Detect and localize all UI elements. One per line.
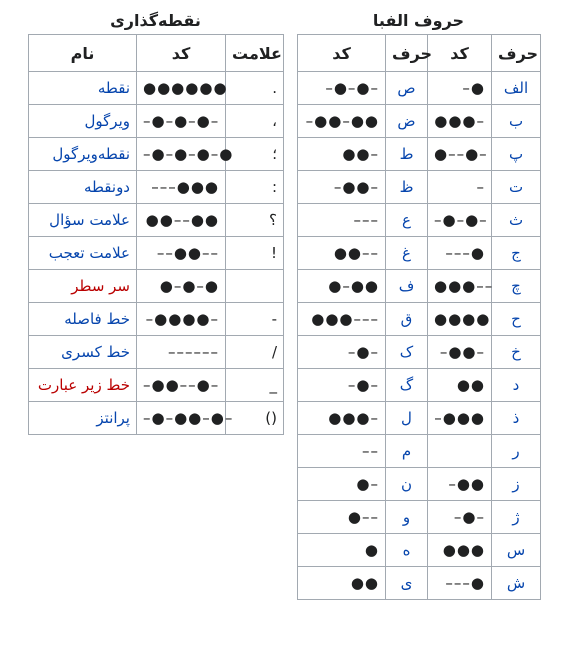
alphabet-code: ●●●––– (298, 303, 386, 336)
alphabet-row (298, 204, 541, 237)
alphabet-code: ●●– (298, 138, 386, 171)
alphabet-letter-link[interactable]: ش (492, 567, 541, 600)
punctuation-row (29, 105, 284, 138)
alphabet-letter-link[interactable]: ر (492, 435, 541, 468)
alphabet-row (298, 534, 541, 567)
alphabet-code: ●●●– (428, 105, 492, 138)
alphabet-row (298, 336, 541, 369)
punctuation-name-link[interactable]: خط کسری (29, 336, 137, 369)
alphabet-code: ●● (298, 567, 386, 600)
alphabet-letter-link[interactable]: م (386, 435, 428, 468)
header-letter: حرف (492, 35, 541, 72)
punctuation-mark: ؛ (226, 138, 284, 171)
alphabet-code: –––● (428, 567, 492, 600)
punctuation-name-link[interactable]: علامت تعجب (29, 237, 137, 270)
alphabet-code: –● (428, 72, 492, 105)
alphabet-letter-link[interactable]: ض (386, 105, 428, 138)
alphabet-code: ●●●– (298, 402, 386, 435)
header-code2: کد (298, 35, 386, 72)
alphabet-row (298, 270, 541, 303)
punctuation-mark: / (226, 336, 284, 369)
punctuation-mark: () (226, 402, 284, 435)
punctuation-row (29, 204, 284, 237)
alphabet-code: ●–– (298, 501, 386, 534)
punctuation-code: –––––– (137, 336, 226, 369)
alphabet-code: ●● (428, 369, 492, 402)
alphabet-letter-link[interactable]: ت (492, 171, 541, 204)
header-code: کد (428, 35, 492, 72)
alphabet-letter-link[interactable]: ق (386, 303, 428, 336)
punctuation-code: –●●––●– (137, 369, 226, 402)
alphabet-code: ●––●– (428, 138, 492, 171)
punctuation-row (29, 171, 284, 204)
alphabet-row (298, 402, 541, 435)
header-mark: علامت (226, 35, 284, 72)
header-name: نام (29, 35, 137, 72)
punctuation-row (29, 303, 284, 336)
alphabet-row (298, 138, 541, 171)
alphabet-letter-link[interactable]: ث (492, 204, 541, 237)
header-code: کد (137, 35, 226, 72)
alphabet-letter-link[interactable]: گ (386, 369, 428, 402)
punctuation-code: ––●●–– (137, 237, 226, 270)
alphabet-letter-link[interactable]: ط (386, 138, 428, 171)
alphabet-code: –––● (428, 237, 492, 270)
punctuation-name-link[interactable]: علامت سؤال (29, 204, 137, 237)
punctuation-code: –●–●●–●– (137, 402, 226, 435)
punctuation-caption: نقطه‌گذاری (110, 11, 201, 30)
alphabet-letter-link[interactable]: ه (386, 534, 428, 567)
alphabet-row (298, 435, 541, 468)
punctuation-name-link[interactable]: پرانتز (29, 402, 137, 435)
alphabet-letter-link[interactable]: ذ (492, 402, 541, 435)
alphabet-letter-link[interactable]: ن (386, 468, 428, 501)
alphabet-code: ●●–– (298, 237, 386, 270)
punctuation-row (29, 369, 284, 402)
punctuation-name-link[interactable]: دونقطه (29, 171, 137, 204)
alphabet-code: –●●–●● (298, 105, 386, 138)
alphabet-row (298, 501, 541, 534)
punctuation-mark: ؟ (226, 204, 284, 237)
punctuation-row (29, 72, 284, 105)
alphabet-letter-link[interactable]: ل (386, 402, 428, 435)
punctuation-name-link[interactable]: خط فاصله (29, 303, 137, 336)
header-letter2: حرف (386, 35, 428, 72)
alphabet-letter-link[interactable]: س (492, 534, 541, 567)
alphabet-code: ––– (298, 204, 386, 237)
alphabet-letter-link[interactable]: و (386, 501, 428, 534)
alphabet-letter-link[interactable]: خ (492, 336, 541, 369)
punctuation-code: ●●●●●● (137, 72, 226, 105)
alphabet-code: –●–●– (298, 72, 386, 105)
alphabet-row (298, 105, 541, 138)
alphabet-letter-link[interactable]: ف (386, 270, 428, 303)
punctuation-row (29, 402, 284, 435)
alphabet-code: ●–●● (298, 270, 386, 303)
alphabet-row (298, 369, 541, 402)
punctuation-row (29, 270, 284, 303)
punctuation-code: ●–●–● (137, 270, 226, 303)
alphabet-letter-link[interactable]: ع (386, 204, 428, 237)
alphabet-letter-link[interactable]: ح (492, 303, 541, 336)
alphabet-code: ● (298, 534, 386, 567)
alphabet-letter-link[interactable]: ج (492, 237, 541, 270)
alphabet-code: –●– (298, 369, 386, 402)
punctuation-name-link[interactable]: نقطه‌ویرگول (29, 138, 137, 171)
alphabet-row (298, 237, 541, 270)
alphabet-letter-link[interactable]: د (492, 369, 541, 402)
alphabet-code: – (428, 171, 492, 204)
punctuation-row (29, 237, 284, 270)
alphabet-letter-link[interactable]: ب (492, 105, 541, 138)
punctuation-header-row (29, 35, 284, 72)
punctuation-code: ●●––●● (137, 204, 226, 237)
alphabet-code: –●–●– (428, 204, 492, 237)
alphabet-row (298, 72, 541, 105)
alphabet-code: –●– (428, 501, 492, 534)
alphabet-row (298, 468, 541, 501)
punctuation-table (28, 34, 284, 435)
punctuation-code: –●–●–●– (137, 105, 226, 138)
alphabet-row (298, 567, 541, 600)
alphabet-code: –●● (428, 468, 492, 501)
alphabet-letter-link[interactable]: ژ (492, 501, 541, 534)
alphabet-letter-link[interactable]: پ (492, 138, 541, 171)
alphabet-letter-link[interactable]: ظ (386, 171, 428, 204)
alphabet-caption: حروف الفبا (372, 11, 465, 30)
alphabet-row (298, 303, 541, 336)
alphabet-row (298, 171, 541, 204)
punctuation-mark: ، (226, 105, 284, 138)
alphabet-code: –●●– (428, 336, 492, 369)
punctuation-mark: . (226, 72, 284, 105)
punctuation-name-link[interactable]: سر سطر (29, 270, 137, 303)
punctuation-code: –●●●●– (137, 303, 226, 336)
alphabet-letter-link[interactable]: ک (386, 336, 428, 369)
punctuation-code: –––●●● (137, 171, 226, 204)
punctuation-row (29, 138, 284, 171)
punctuation-mark: ! (226, 237, 284, 270)
alphabet-code: –●●● (428, 402, 492, 435)
alphabet-letter-link[interactable]: الف (492, 72, 541, 105)
alphabet-code: ●●●–– (428, 270, 492, 303)
alphabet-letter-link[interactable]: ز (492, 468, 541, 501)
alphabet-code: –– (298, 435, 386, 468)
punctuation-mark: : (226, 171, 284, 204)
alphabet-letter-link[interactable]: ی (386, 567, 428, 600)
alphabet-code: –●●– (298, 171, 386, 204)
alphabet-code (428, 435, 492, 468)
alphabet-code: ●– (298, 468, 386, 501)
punctuation-name-link[interactable]: ویرگول (29, 105, 137, 138)
punctuation-row (29, 336, 284, 369)
alphabet-code: ●●●● (428, 303, 492, 336)
alphabet-letter-link[interactable]: چ (492, 270, 541, 303)
alphabet-letter-link[interactable]: غ (386, 237, 428, 270)
punctuation-mark: _ (226, 369, 284, 402)
punctuation-mark (226, 270, 284, 303)
alphabet-code: –●– (298, 336, 386, 369)
punctuation-mark: - (226, 303, 284, 336)
alphabet-code: ●●● (428, 534, 492, 567)
punctuation-name-link[interactable]: نقطه (29, 72, 137, 105)
alphabet-letter-link[interactable]: ص (386, 72, 428, 105)
alphabet-header-row (298, 35, 541, 72)
punctuation-name-link[interactable]: خط زیر عبارت (29, 369, 137, 402)
punctuation-code: –●–●–●–● (137, 138, 226, 171)
alphabet-table (297, 34, 541, 600)
